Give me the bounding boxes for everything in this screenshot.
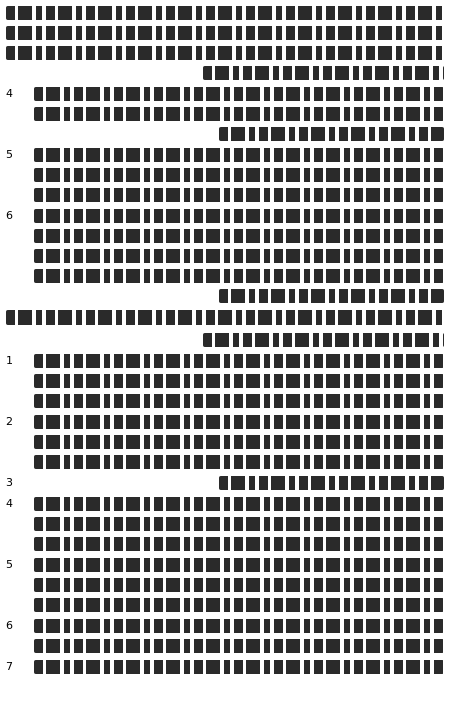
text-line (34, 558, 444, 572)
paragraph-number: 5 (6, 148, 13, 161)
numbered-paragraph (6, 209, 444, 303)
text-line (219, 289, 445, 303)
text-line (34, 374, 444, 388)
text-line (203, 333, 444, 347)
numbered-paragraph (6, 87, 444, 141)
text-line (34, 415, 444, 429)
text-line (34, 107, 444, 121)
numbered-paragraph (6, 619, 444, 653)
text-line (34, 497, 444, 511)
text-line (6, 310, 444, 325)
text-line (34, 578, 444, 592)
text-line (34, 435, 444, 449)
paragraph-number: 3 (6, 476, 13, 489)
numbered-paragraph (6, 497, 444, 551)
text-line (34, 188, 444, 202)
text-line (34, 660, 444, 674)
paragraph-number: 5 (6, 558, 13, 571)
paragraph-number: 6 (6, 209, 13, 222)
text-line (34, 229, 444, 243)
text-line (34, 619, 444, 633)
text-line (6, 26, 444, 40)
numbered-paragraph (6, 476, 444, 490)
text-line (34, 598, 444, 612)
text-line (34, 517, 444, 531)
paragraph-number: 2 (6, 415, 13, 428)
section-heading (6, 310, 444, 325)
paragraph-number: 4 (6, 497, 13, 510)
text-line (34, 455, 444, 469)
text-line (6, 46, 444, 60)
paragraph-number: 6 (6, 619, 13, 632)
text-line (34, 249, 444, 263)
text-line (34, 269, 444, 283)
numbered-paragraph (6, 558, 444, 612)
paragraph-number: 7 (6, 660, 13, 673)
text-line (34, 394, 444, 408)
text-line (219, 127, 445, 141)
numbered-paragraph (6, 148, 444, 202)
paragraph-number: 4 (6, 87, 13, 100)
text-line (34, 639, 444, 653)
text-line (34, 148, 444, 162)
text-line (34, 209, 444, 223)
text-line (34, 168, 444, 182)
numbered-paragraph (6, 660, 444, 674)
numbered-paragraph (6, 415, 444, 469)
text-line (203, 66, 444, 80)
text-line (219, 476, 445, 490)
text-line (34, 87, 444, 101)
intro-line (6, 333, 444, 347)
text-line (34, 354, 444, 368)
text-line (6, 6, 444, 20)
top-paragraph (6, 6, 444, 80)
paragraph-number: 1 (6, 354, 13, 367)
text-line (34, 537, 444, 551)
numbered-paragraph (6, 354, 444, 408)
